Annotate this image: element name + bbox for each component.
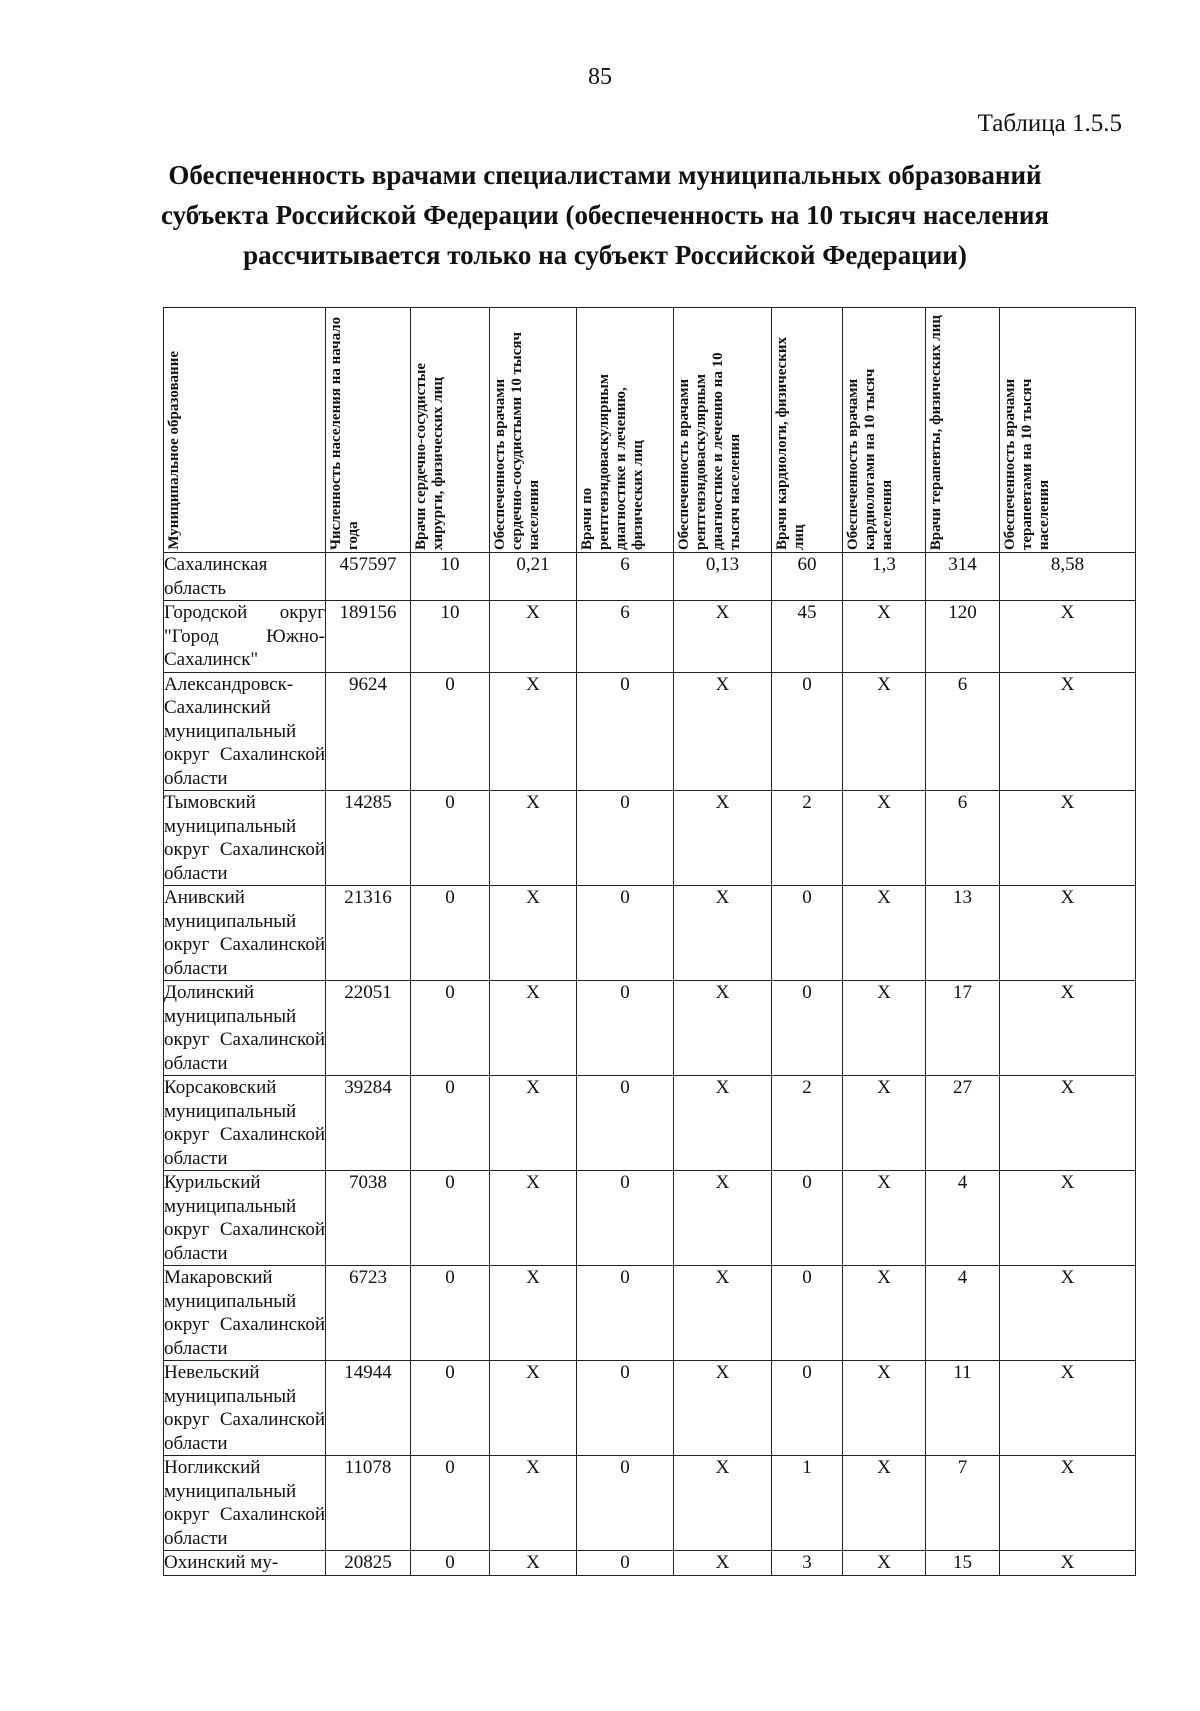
municipality-name: Охинский му- (164, 1551, 326, 1576)
value-cell: 1,3 (843, 553, 926, 601)
table-row (164, 1266, 1136, 1361)
value-cell: 0 (411, 886, 490, 981)
header-cell (772, 308, 843, 553)
value-cell: X (1000, 1266, 1136, 1361)
table-row (164, 886, 1136, 981)
value-cell: X (1000, 791, 1136, 886)
value-cell: X (490, 1171, 577, 1266)
header-cell (577, 308, 674, 553)
value-cell: 2 (772, 791, 843, 886)
value-cell: X (843, 1076, 926, 1171)
value-cell: 0 (577, 791, 674, 886)
header-cell (490, 308, 577, 553)
value-cell: 6 (577, 601, 674, 673)
header-cell (164, 308, 326, 553)
value-cell: 20825 (326, 1551, 411, 1576)
value-cell: 0 (577, 1076, 674, 1171)
table-row (164, 791, 1136, 886)
value-cell: X (843, 601, 926, 673)
value-cell: 6723 (326, 1266, 411, 1361)
value-cell: X (674, 1551, 772, 1576)
value-cell: 0,13 (674, 553, 772, 601)
value-cell: 4 (926, 1266, 1000, 1361)
value-cell: X (674, 886, 772, 981)
value-cell: 14285 (326, 791, 411, 886)
title-line: субъекта Российской Федерации (обеспеченность на 10 тысяч населения (160, 200, 1050, 230)
header-text: Обеспеченность врачами рентгенэндоваскулярным диагностике и лечению на 10 тысяч населения (676, 352, 743, 550)
value-cell: 2 (772, 1076, 843, 1171)
value-cell: X (1000, 1076, 1136, 1171)
header-text: Врачи кардиологи, физических лиц (774, 337, 807, 550)
table-row (164, 601, 1136, 673)
value-cell: 6 (926, 791, 1000, 886)
value-cell: X (490, 672, 577, 791)
header-cell (674, 308, 772, 553)
value-cell: 22051 (326, 981, 411, 1076)
value-cell: 0 (772, 886, 843, 981)
value-cell: X (1000, 1171, 1136, 1266)
value-cell: 0 (577, 1266, 674, 1361)
value-cell: 27 (926, 1076, 1000, 1171)
value-cell: 11078 (326, 1456, 411, 1551)
value-cell: X (843, 1361, 926, 1456)
header-cell (1000, 308, 1136, 553)
table-row (164, 672, 1136, 791)
value-cell: X (843, 981, 926, 1076)
header-text: Врачи по рентгенэндоваскулярным диагностике и лечению, физических лиц (579, 373, 646, 550)
value-cell: 11 (926, 1361, 1000, 1456)
value-cell: 0 (411, 981, 490, 1076)
value-cell: 13 (926, 886, 1000, 981)
value-cell: X (674, 1456, 772, 1551)
value-cell: 0 (577, 672, 674, 791)
municipality-name: Сахалинская область (164, 553, 326, 601)
value-cell: X (490, 601, 577, 673)
value-cell: X (843, 1456, 926, 1551)
value-cell: X (843, 1551, 926, 1576)
value-cell: 0 (411, 1076, 490, 1171)
value-cell: X (490, 886, 577, 981)
municipality-name: Александровск-Сахалинский муниципальный округ Сахалинской области (164, 673, 325, 789)
header-cell (843, 308, 926, 553)
page-number: 85 (588, 64, 612, 90)
value-cell: 0 (411, 1551, 490, 1576)
value-cell: 0 (772, 1266, 843, 1361)
value-cell: X (1000, 886, 1136, 981)
table-label: Таблица 1.5.5 (977, 110, 1122, 137)
value-cell: 9624 (326, 672, 411, 791)
value-cell: 0 (411, 791, 490, 886)
value-cell: X (1000, 981, 1136, 1076)
value-cell: 0 (411, 1171, 490, 1266)
table-row (164, 1456, 1136, 1551)
value-cell: 314 (926, 553, 1000, 601)
municipality-name: Макаровский муниципальный округ Сахалинской области (164, 1267, 325, 1359)
value-cell: 6 (926, 672, 1000, 791)
value-cell: 0 (577, 1171, 674, 1266)
table-row (164, 1361, 1136, 1456)
table-row (164, 553, 1136, 601)
table-row (164, 1076, 1136, 1171)
value-cell: X (490, 1076, 577, 1171)
value-cell: 39284 (326, 1076, 411, 1171)
municipality-name: Тымовский муниципальный округ Сахалинской области (164, 792, 325, 884)
value-cell: X (490, 1551, 577, 1576)
header-text: Обеспеченность врачами терапевтами на 10 тысяч населения (1002, 378, 1052, 550)
value-cell: X (843, 886, 926, 981)
value-cell: 7 (926, 1456, 1000, 1551)
value-cell: 21316 (326, 886, 411, 981)
header-text: Врачи терапевты, физических лиц (928, 314, 944, 550)
value-cell: 8,58 (1000, 553, 1136, 601)
value-cell: X (1000, 1456, 1136, 1551)
value-cell: 7038 (326, 1171, 411, 1266)
header-cell (326, 308, 411, 553)
value-cell: X (1000, 1551, 1136, 1576)
value-cell: 0 (772, 672, 843, 791)
table-row (164, 1551, 1136, 1576)
header-text: Обеспеченность врачами кардиологами на 10 тысяч населения (845, 368, 895, 550)
value-cell: 10 (411, 553, 490, 601)
value-cell: 0 (577, 1551, 674, 1576)
value-cell: 1 (772, 1456, 843, 1551)
value-cell: X (843, 672, 926, 791)
value-cell: 120 (926, 601, 1000, 673)
value-cell: 457597 (326, 553, 411, 601)
header-text: Муниципальное образование (166, 351, 182, 550)
header-text: Врачи сердечно-сосудистые хирурги, физических лиц (413, 362, 446, 550)
value-cell: 10 (411, 601, 490, 673)
value-cell: X (843, 791, 926, 886)
value-cell: 14944 (326, 1361, 411, 1456)
value-cell: X (490, 1456, 577, 1551)
value-cell: 0 (577, 886, 674, 981)
value-cell: 0 (411, 1361, 490, 1456)
municipality-name: Курильский муниципальный округ Сахалинской области (164, 1172, 325, 1264)
value-cell: X (1000, 672, 1136, 791)
table-row (164, 981, 1136, 1076)
value-cell: X (1000, 1361, 1136, 1456)
value-cell: 15 (926, 1551, 1000, 1576)
value-cell: X (674, 791, 772, 886)
municipality-name: Долинский муниципальный округ Сахалинской области (164, 982, 325, 1074)
value-cell: 45 (772, 601, 843, 673)
value-cell: 189156 (326, 601, 411, 673)
table-row (164, 1171, 1136, 1266)
value-cell: 0 (411, 1266, 490, 1361)
value-cell: 0 (411, 672, 490, 791)
specialists-table (163, 307, 1136, 1576)
table-body (164, 553, 1136, 1576)
header-text: Численность населения на начало года (328, 316, 361, 550)
value-cell: X (674, 981, 772, 1076)
value-cell: 4 (926, 1171, 1000, 1266)
value-cell: X (490, 1361, 577, 1456)
value-cell: X (674, 1171, 772, 1266)
header-cell (926, 308, 1000, 553)
value-cell: X (843, 1171, 926, 1266)
municipality-name: Корсаковский муниципальный округ Сахалинской области (164, 1077, 325, 1169)
value-cell: 0,21 (490, 553, 577, 601)
value-cell: 0 (772, 981, 843, 1076)
municipality-name: Городской округ "Город Южно-Сахалинск" (164, 602, 325, 670)
value-cell: X (1000, 601, 1136, 673)
value-cell: X (674, 1076, 772, 1171)
value-cell: X (490, 1266, 577, 1361)
header-cell (411, 308, 490, 553)
value-cell: 6 (577, 553, 674, 601)
title-line: рассчитывается только на субъект Российской Федерации) (243, 240, 967, 270)
value-cell: 3 (772, 1551, 843, 1576)
value-cell: 0 (577, 981, 674, 1076)
municipality-name: Анивский муниципальный округ Сахалинской области (164, 887, 325, 979)
value-cell: 0 (411, 1456, 490, 1551)
value-cell: X (490, 791, 577, 886)
document-title (130, 155, 1080, 275)
municipality-name: Ногликский муниципальный округ Сахалинской области (164, 1457, 325, 1549)
value-cell: X (674, 601, 772, 673)
value-cell: X (674, 1361, 772, 1456)
header-text: Обеспеченность врачами сердечно-сосудистыми 10 тысяч населения (492, 332, 542, 550)
value-cell: 60 (772, 553, 843, 601)
value-cell: 0 (772, 1171, 843, 1266)
municipality-name: Невельский муниципальный округ Сахалинской области (164, 1362, 325, 1454)
value-cell: 0 (577, 1361, 674, 1456)
value-cell: X (843, 1266, 926, 1361)
value-cell: 0 (772, 1361, 843, 1456)
value-cell: 0 (577, 1456, 674, 1551)
value-cell: X (490, 981, 577, 1076)
header-row (164, 308, 1136, 553)
value-cell: X (674, 672, 772, 791)
title-line: Обеспеченность врачами специалистами муниципальных образований (168, 160, 1042, 190)
value-cell: X (674, 1266, 772, 1361)
value-cell: 17 (926, 981, 1000, 1076)
